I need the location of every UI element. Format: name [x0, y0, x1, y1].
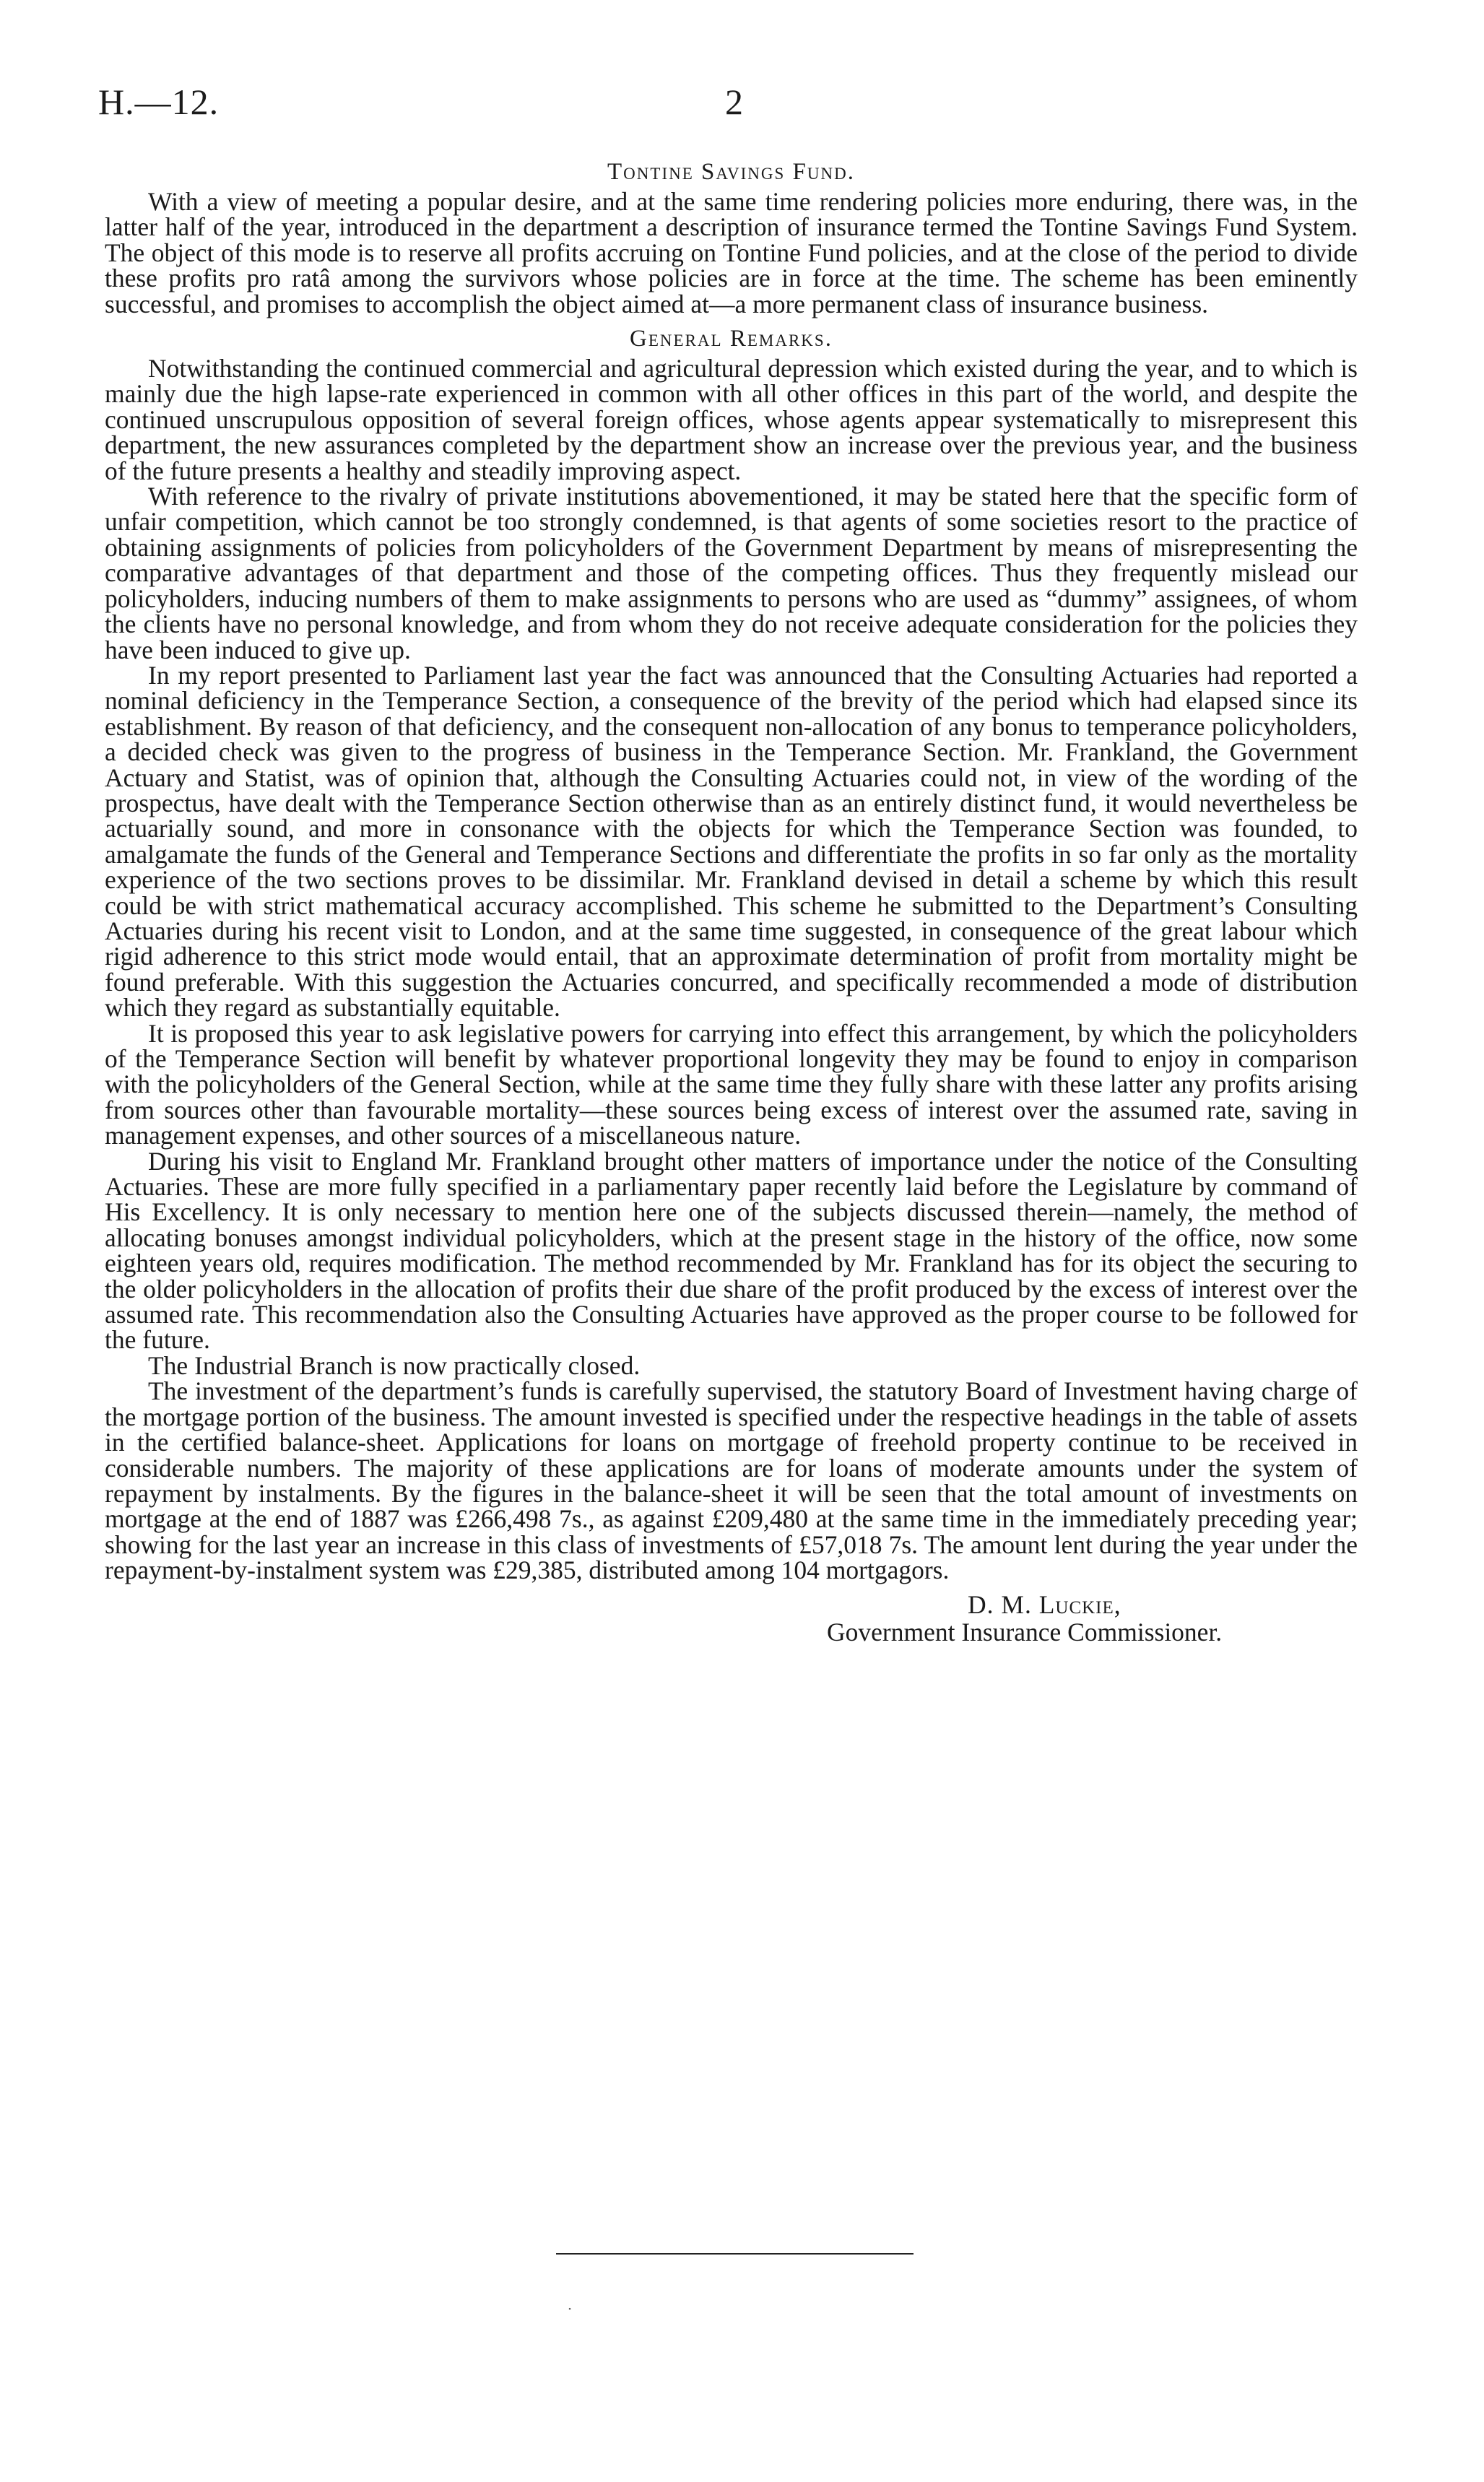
closing-rule — [556, 2253, 914, 2255]
paragraph-depression: Notwithstanding the continued commercial and agricultural depression which existed during the year, and to which is mainly due the high lapse-rate experienced in common with all other offices in this part of the world, and despite the continued unscrupulous opposition of several foreign offices, whose agents appear systematically to misrepresent this department, the new assurances completed by the department show an increase over the previous year, and the business of the future presents a healthy and steadily improving aspect. — [105, 354, 1358, 485]
paragraph-temperance-section: In my report presented to Parliament last year the fact was announced that the Consulting Actuaries had reported a nominal deficiency in the Temperance Section, a consequence of the brevity of the period which had elapsed since its establishment. By reason of that deficiency, and the consequent non-allocation of any bonus to temperance policyholders, a decided check was given to the progress of business in the Temperance Section. Mr. Frankland, the Government Actuary and Statist, was of opinion that, although the Consulting Actuaries could not, in view of the wording of the prospectus, have dealt with the Temperance Section otherwise than as an entirely distinct fund, it would nevertheless be actuarially sound, and more in consonance with the objects for which the Temperance Section was founded, to amalgamate the funds of the General and Temperance Sections and differentiate the profits in so far only as the mortality experience of the two sections proves to be dissimilar. Mr. Frankland devised in detail a scheme by which this result could be with strict mathematical accuracy accomplished. This scheme he submitted to the Department’s Consulting Actuaries during his recent visit to London, and at the same time suggested, in consequence of the great labour which rigid adherence to this strict mode would entail, that an approximate determination of profit from mortality might be found preferable. With this suggestion the Actuaries concurred, and specifically recommended a mode of distribution which they regard as substantially equitable. — [105, 660, 1358, 1023]
paragraph-tontine: With a view of meeting a popular desire, and at the same time rendering policies more enduring, there was, in the latter half of the year, introduced in the department a description of insurance termed the Tontine Savings Fund System. The object of this mode is to reserve all profits accruing on Tontine Fund policies, and at the close of the period to divide these profits pro ratâ among the survivors whose policies are in force at the time. The scheme has been eminently successful, and promises to accomplish the object aimed at—a more permanent class of insurance business. — [105, 187, 1358, 318]
paragraph-rivalry: With reference to the rivalry of private institutions abovementioned, it may be stated here that the specific form of unfair competition, which cannot be too strongly condemned, is that agents of some societies resort to the practice of obtaining assignments of policies from policyholders of the Government Department by means of misrepresenting the comparative advantages of that department and those of the competing offices. Thus they frequently mislead our policyholders, inducing numbers of them to make assignments to persons who are used as “dummy” assignees, of whom the clients have no personal knowledge, and from whom they do not receive adequate consideration for the policies they have been induced to give up. — [105, 482, 1358, 664]
page-number: 2 — [725, 82, 743, 122]
signatory-name: D. M. Luckie, — [968, 1589, 1121, 1619]
signatory-title: Government Insurance Commissioner. — [827, 1617, 1223, 1646]
section-title-general-remarks: General Remarks. — [630, 326, 833, 352]
page-header — [98, 81, 1362, 124]
paragraph-legislative-powers: It is proposed this year to ask legislative powers for carrying into effect this arrangement, by which the policyholders of the Temperance Section will benefit by whatever proportional longevity they may be found to enjoy in comparison with the policyholders of the General Section, while at the same time they fully share with these latter any profits arising from sources other than favourable mortality—these sources being excess of interest over the assumed rate, saving in management expenses, and other sources of a miscellaneous nature. — [105, 1018, 1358, 1150]
section-title-tontine: Tontine Savings Fund. — [607, 159, 855, 185]
paragraph-investment: The investment of the department’s funds is carefully supervised, the statutory Board of Investment having charge of the mortgage portion of the business. The amount invested is specified under the respective headings in the table of assets in the certified balance-sheet. Applications for loans on mortgage of freehold property continue to be received in considerable numbers. The majority of these applications are for loans of moderate amounts under the system of repayment by instalments. By the figures in the balance-sheet it will be seen that the total amount of investments on mortgage at the end of 1887 was £266,498 7s., as against £209,480 at the same time in the immediately preceding year; showing for the last year an increase in this class of investments of £57,018 7s. The amount lent during the year under the repayment-by-instalment system was £29,385, distributed among 104 mortgagors. — [105, 1376, 1358, 1585]
document-reference: H.—12. — [98, 82, 220, 122]
stray-dot-mark: ˙ — [567, 2305, 573, 2324]
paragraph-frankland-visit: During his visit to England Mr. Frankland brought other matters of importance under the notice of the Consulting Actuaries. These are more fully specified in a parliamentary paper recently laid before the Legislature by command of His Excellency. It is only necessary to mention here one of the subjects discussed therein—namely, the method of allocating bonuses amongst individual policyholders, which at the present stage in the history of the office, now some eighteen years old, requires modification. The method recommended by Mr. Frankland has for its object the securing to the older policyholders in the allocation of profits their due share of the profit produced by the excess of interest over the assumed rate. This recommendation also the Consulting Actuaries have approved as the proper course to be followed for the future. — [105, 1146, 1358, 1355]
body-column — [105, 144, 1358, 1646]
signature-block — [827, 1591, 1358, 1646]
paragraph-industrial-branch: The Industrial Branch is now practically closed. — [148, 1350, 641, 1380]
